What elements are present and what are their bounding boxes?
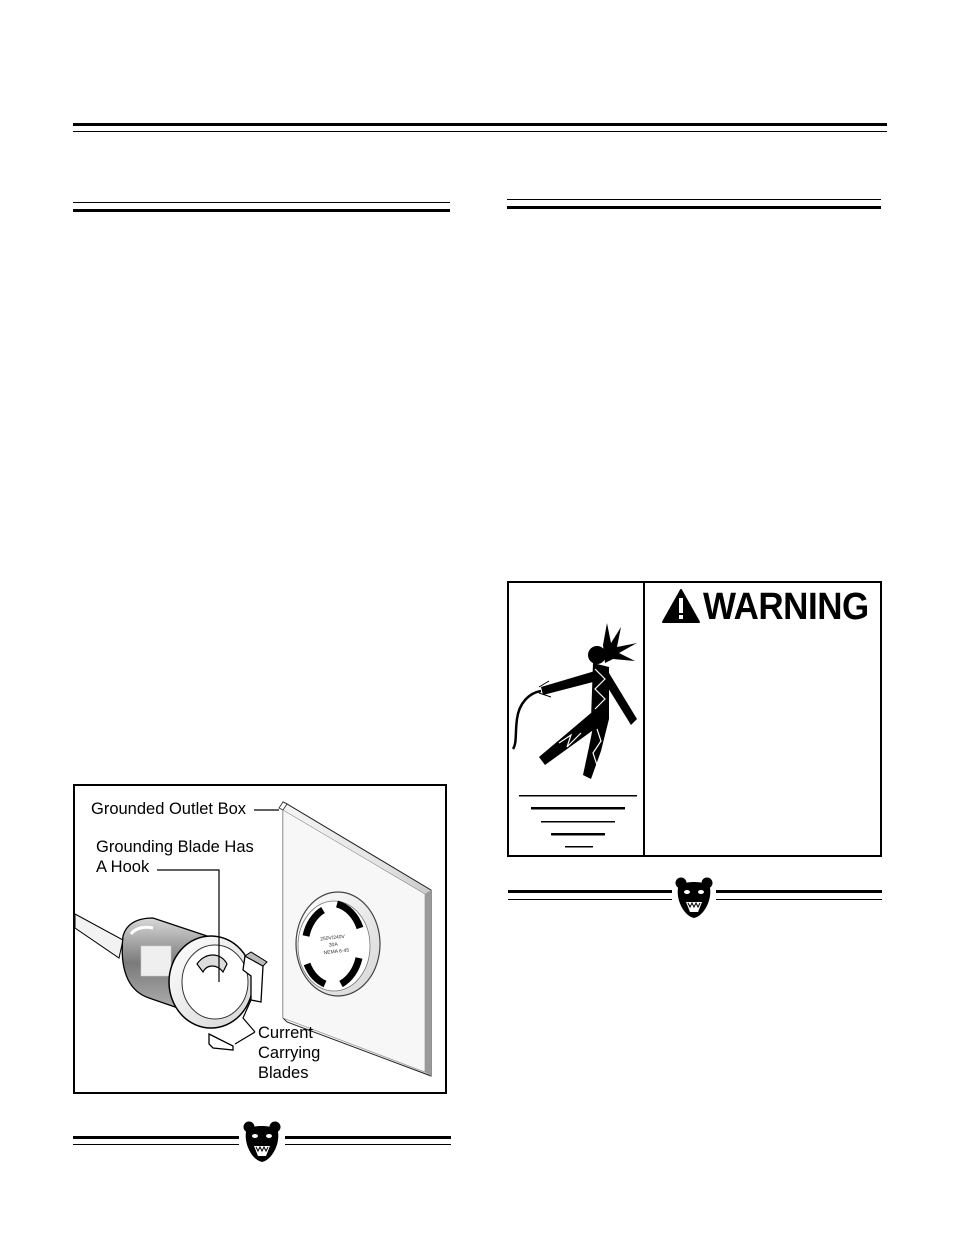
ground-symbol-icon	[519, 795, 637, 797]
left-divider-rule-bottom-left	[73, 1144, 239, 1145]
receptacle-amp-text: 30A	[328, 941, 339, 949]
right-bear-divider	[508, 876, 882, 922]
receptacle-nema-text: NEMA 6-45	[323, 947, 350, 957]
receptacle-rating-text: 250V/240V	[319, 933, 346, 943]
bear-logo-icon	[674, 876, 714, 920]
callout-grounding-blade-line2: A Hook	[96, 858, 150, 876]
electrocution-figure-icon	[509, 583, 643, 855]
warning-title: WARNING	[703, 586, 869, 628]
warning-divider	[643, 583, 645, 855]
exclamation-triangle-icon	[661, 588, 701, 624]
left-divider-rule-top-left	[73, 1136, 239, 1139]
left-divider-rule-bottom-right	[285, 1144, 451, 1145]
callout-grounding-blade-line1: Grounding Blade Has	[96, 838, 254, 856]
right-divider-rule-bottom-right	[716, 899, 882, 900]
right-divider-rule-bottom-left	[508, 899, 672, 900]
left-section-rule-thin	[73, 202, 450, 203]
callout-current-line1: Current	[258, 1024, 314, 1042]
right-divider-rule-top-right	[716, 890, 882, 893]
right-section-rule-thin	[507, 199, 881, 200]
header-rule-thin	[73, 131, 887, 132]
right-section-rule-thick	[507, 206, 881, 209]
bear-logo-icon	[242, 1120, 282, 1164]
callout-current-line2: Carrying	[258, 1044, 321, 1062]
callout-current-line3: Blades	[258, 1064, 309, 1082]
header-rule-thick	[73, 123, 887, 126]
left-divider-rule-top-right	[285, 1136, 451, 1139]
callout-grounded-outlet-box: Grounded Outlet Box	[91, 800, 247, 818]
warning-box	[507, 581, 882, 857]
left-section-rule-thick	[73, 209, 450, 212]
left-bear-divider	[73, 1120, 451, 1166]
right-divider-rule-top-left	[508, 890, 672, 893]
plug-outlet-figure	[73, 784, 447, 1094]
